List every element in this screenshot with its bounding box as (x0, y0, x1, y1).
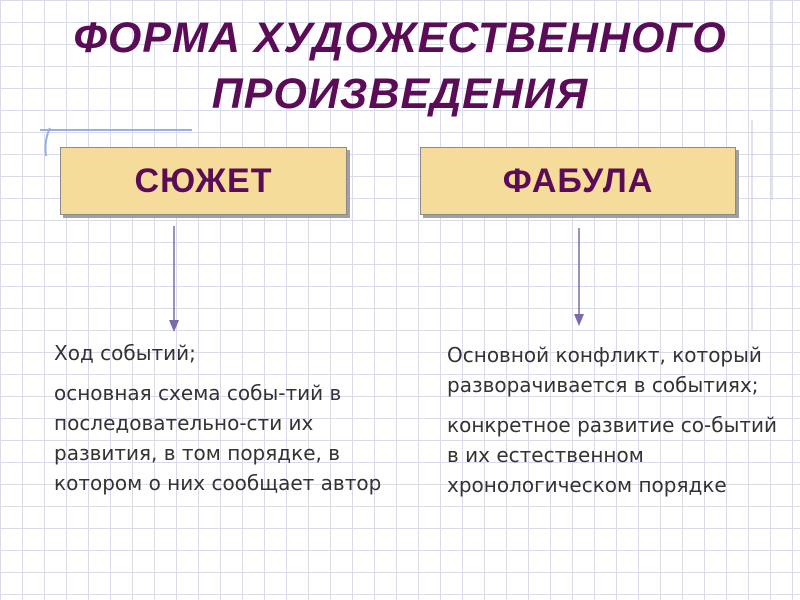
page-title (0, 10, 800, 122)
arrow-down-icon (164, 222, 184, 334)
syuzhet-box: СЮЖЕТ (60, 147, 347, 215)
fabula-text-2: конкретное развитие со-бытий в их естественном хронологическом порядке (447, 413, 777, 497)
fabula-text-1: Основной конфликт, который разворачивается в событиях; (447, 343, 762, 397)
syuzhet-text-2: основная схема собы-тий в последовательно-сти их развития, в том порядке, в котором о них сообщает автор (54, 381, 382, 495)
arrow-down-icon (569, 224, 589, 328)
syuzhet-description (54, 338, 384, 508)
title-line-2: ПРОИЗВЕДЕНИЯ (211, 70, 589, 118)
fabula-description (447, 340, 787, 510)
syuzhet-text-1: Ход событий; (54, 341, 196, 365)
title-line-1: ФОРМА ХУДОЖЕСТВЕННОГО (73, 14, 727, 62)
fabula-box: ФАБУЛА (420, 147, 736, 215)
